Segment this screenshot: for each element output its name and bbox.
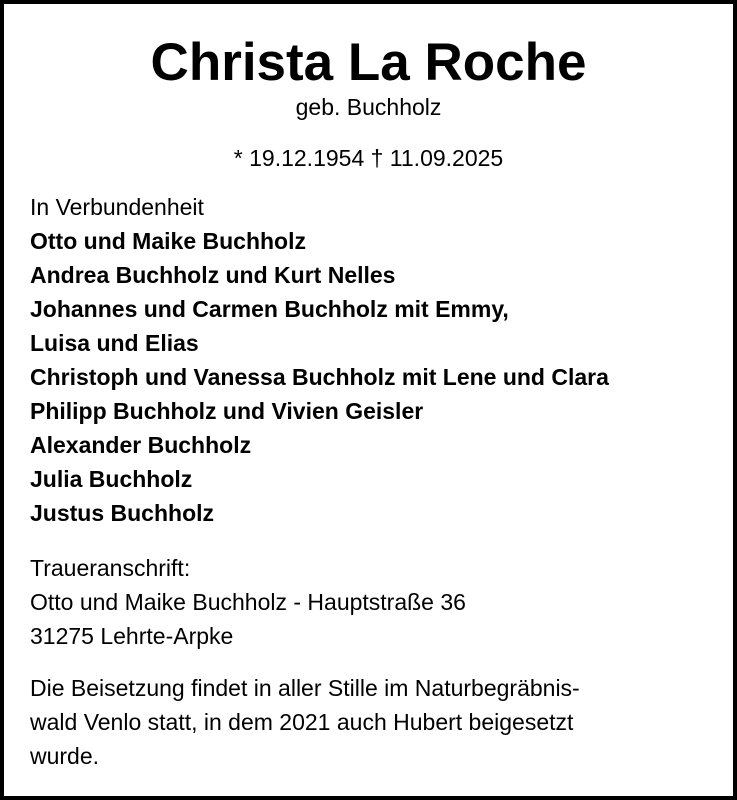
mourner-line: Philipp Buchholz und Vivien Geisler	[30, 398, 424, 424]
burial-line: wald Venlo statt, in dem 2021 auch Hubert beigesetzt	[30, 709, 574, 735]
address-line: 31275 Lehrte-Arpke	[30, 623, 234, 649]
mourner-line: Christoph und Vanessa Buchholz mit Lene und Clara	[30, 364, 609, 390]
mourners-block	[30, 190, 720, 530]
mourner-line: Andrea Buchholz und Kurt Nelles	[30, 262, 396, 288]
mourner-line: Julia Buchholz	[30, 466, 193, 492]
deceased-name: Christa La Roche	[150, 33, 587, 92]
life-dates: * 19.12.1954 † 11.09.2025	[233, 145, 504, 171]
mourner-line: Luisa und Elias	[30, 330, 199, 356]
mourner-line: Otto und Maike Buchholz	[30, 228, 306, 254]
mourner-line: Alexander Buchholz	[30, 432, 252, 458]
intro-text: In Verbundenheit	[30, 194, 204, 220]
address-line: Otto und Maike Buchholz - Hauptstraße 36	[30, 589, 466, 615]
mourning-address	[30, 551, 720, 653]
address-label: Traueranschrift:	[30, 555, 191, 581]
mourner-line: Justus Buchholz	[30, 500, 215, 526]
maiden-name: geb. Buchholz	[295, 94, 442, 120]
mourner-line: Johannes und Carmen Buchholz mit Emmy,	[30, 296, 509, 322]
burial-line: wurde.	[30, 743, 100, 769]
burial-note	[30, 671, 720, 773]
burial-line: Die Beisetzung findet in aller Stille im Naturbegräbnis-	[30, 675, 580, 701]
